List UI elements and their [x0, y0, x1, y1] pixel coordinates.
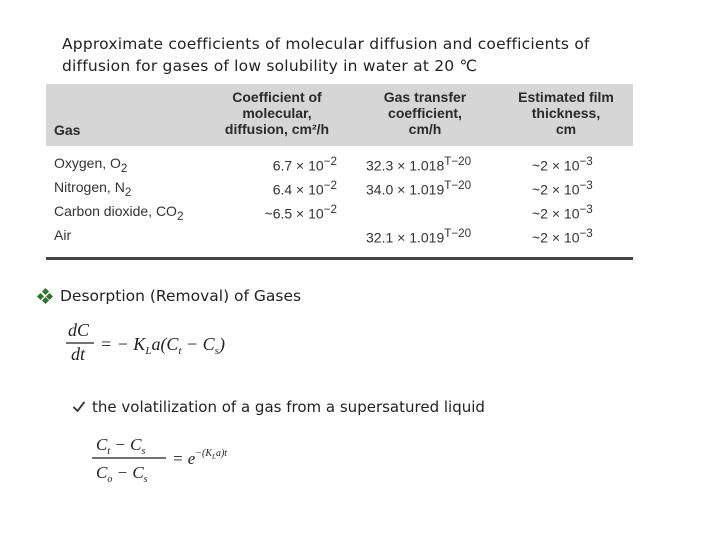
header-diffusion: Coefficient of molecular, diffusion, cm²/h	[224, 89, 330, 137]
table-row	[46, 200, 633, 224]
cell-diffusion: $6.4 \times 10^{-2}$	[272, 179, 337, 198]
cell-diffusion: ~6.5 × $10^{-2}$	[264, 203, 337, 222]
cell-film: ~2 × $10^{-3}$	[532, 203, 593, 222]
cell-transfer: $34.0 \times 1.019^{T-20}$	[366, 179, 472, 198]
header-transfer: Gas transfer coefficient, cm/h	[383, 89, 467, 137]
diffusion-table	[46, 84, 633, 260]
sub-bullet-volatilization	[72, 398, 485, 416]
cell-gas: Oxygen, $O_2$	[54, 155, 128, 175]
sub-bullet-text: the volatilization of a gas from a supersatured liquid	[92, 398, 485, 416]
table-row	[46, 152, 633, 176]
title-line-1: Approximate coefficients of molecular diffusion and coefficients of	[62, 35, 590, 53]
cell-film: ~2 × $10^{-3}$	[532, 179, 593, 198]
table-row	[46, 224, 633, 248]
table-bottom-rule	[46, 257, 633, 260]
svg-text:Co − Cs: $C_o - C_s$	[96, 463, 148, 485]
rate-equation	[66, 318, 256, 368]
cell-transfer: $32.1 \times 1.019^{T-20}$	[366, 227, 472, 246]
cell-diffusion: $6.7 \times 10^{-2}$	[272, 155, 337, 174]
cell-film: ~2 × $10^{-3}$	[532, 227, 593, 246]
svg-text:Ct − Cs: $C_t - C_s$	[96, 435, 146, 457]
bullet-desorption	[38, 287, 301, 305]
header-gas: Gas	[54, 122, 81, 138]
header-film: Estimated film thickness, cm	[518, 89, 614, 137]
decay-equation	[92, 432, 252, 486]
slide-title	[62, 33, 662, 77]
checkmark-icon	[72, 400, 86, 414]
eq1-numer: dC	[68, 320, 90, 340]
cell-gas: Nitrogen, $N_2$	[54, 179, 132, 199]
table-header	[46, 84, 633, 146]
eq1-denom: dt	[71, 344, 86, 364]
cell-gas: Air	[54, 227, 72, 243]
bullet-text: Desorption (Removal) of Gases	[60, 287, 302, 305]
title-line-2: diffusion for gases of low solubility in water at 20 ℃	[62, 57, 478, 75]
diamond-bullet-icon	[38, 289, 52, 303]
svg-text:= − KLa(Ct − Cs): = − $K_La(C_t - C_s)$	[100, 334, 225, 357]
table-row	[46, 176, 633, 200]
cell-gas: Carbon dioxide, $CO_2$	[54, 203, 184, 223]
cell-film: ~2 × $10^{-3}$	[532, 155, 593, 174]
cell-transfer: $32.3 \times 1.018^{T-20}$	[366, 155, 472, 174]
svg-text:= e−(KLa)t: = $e^{-(K}La)t$	[172, 448, 228, 468]
